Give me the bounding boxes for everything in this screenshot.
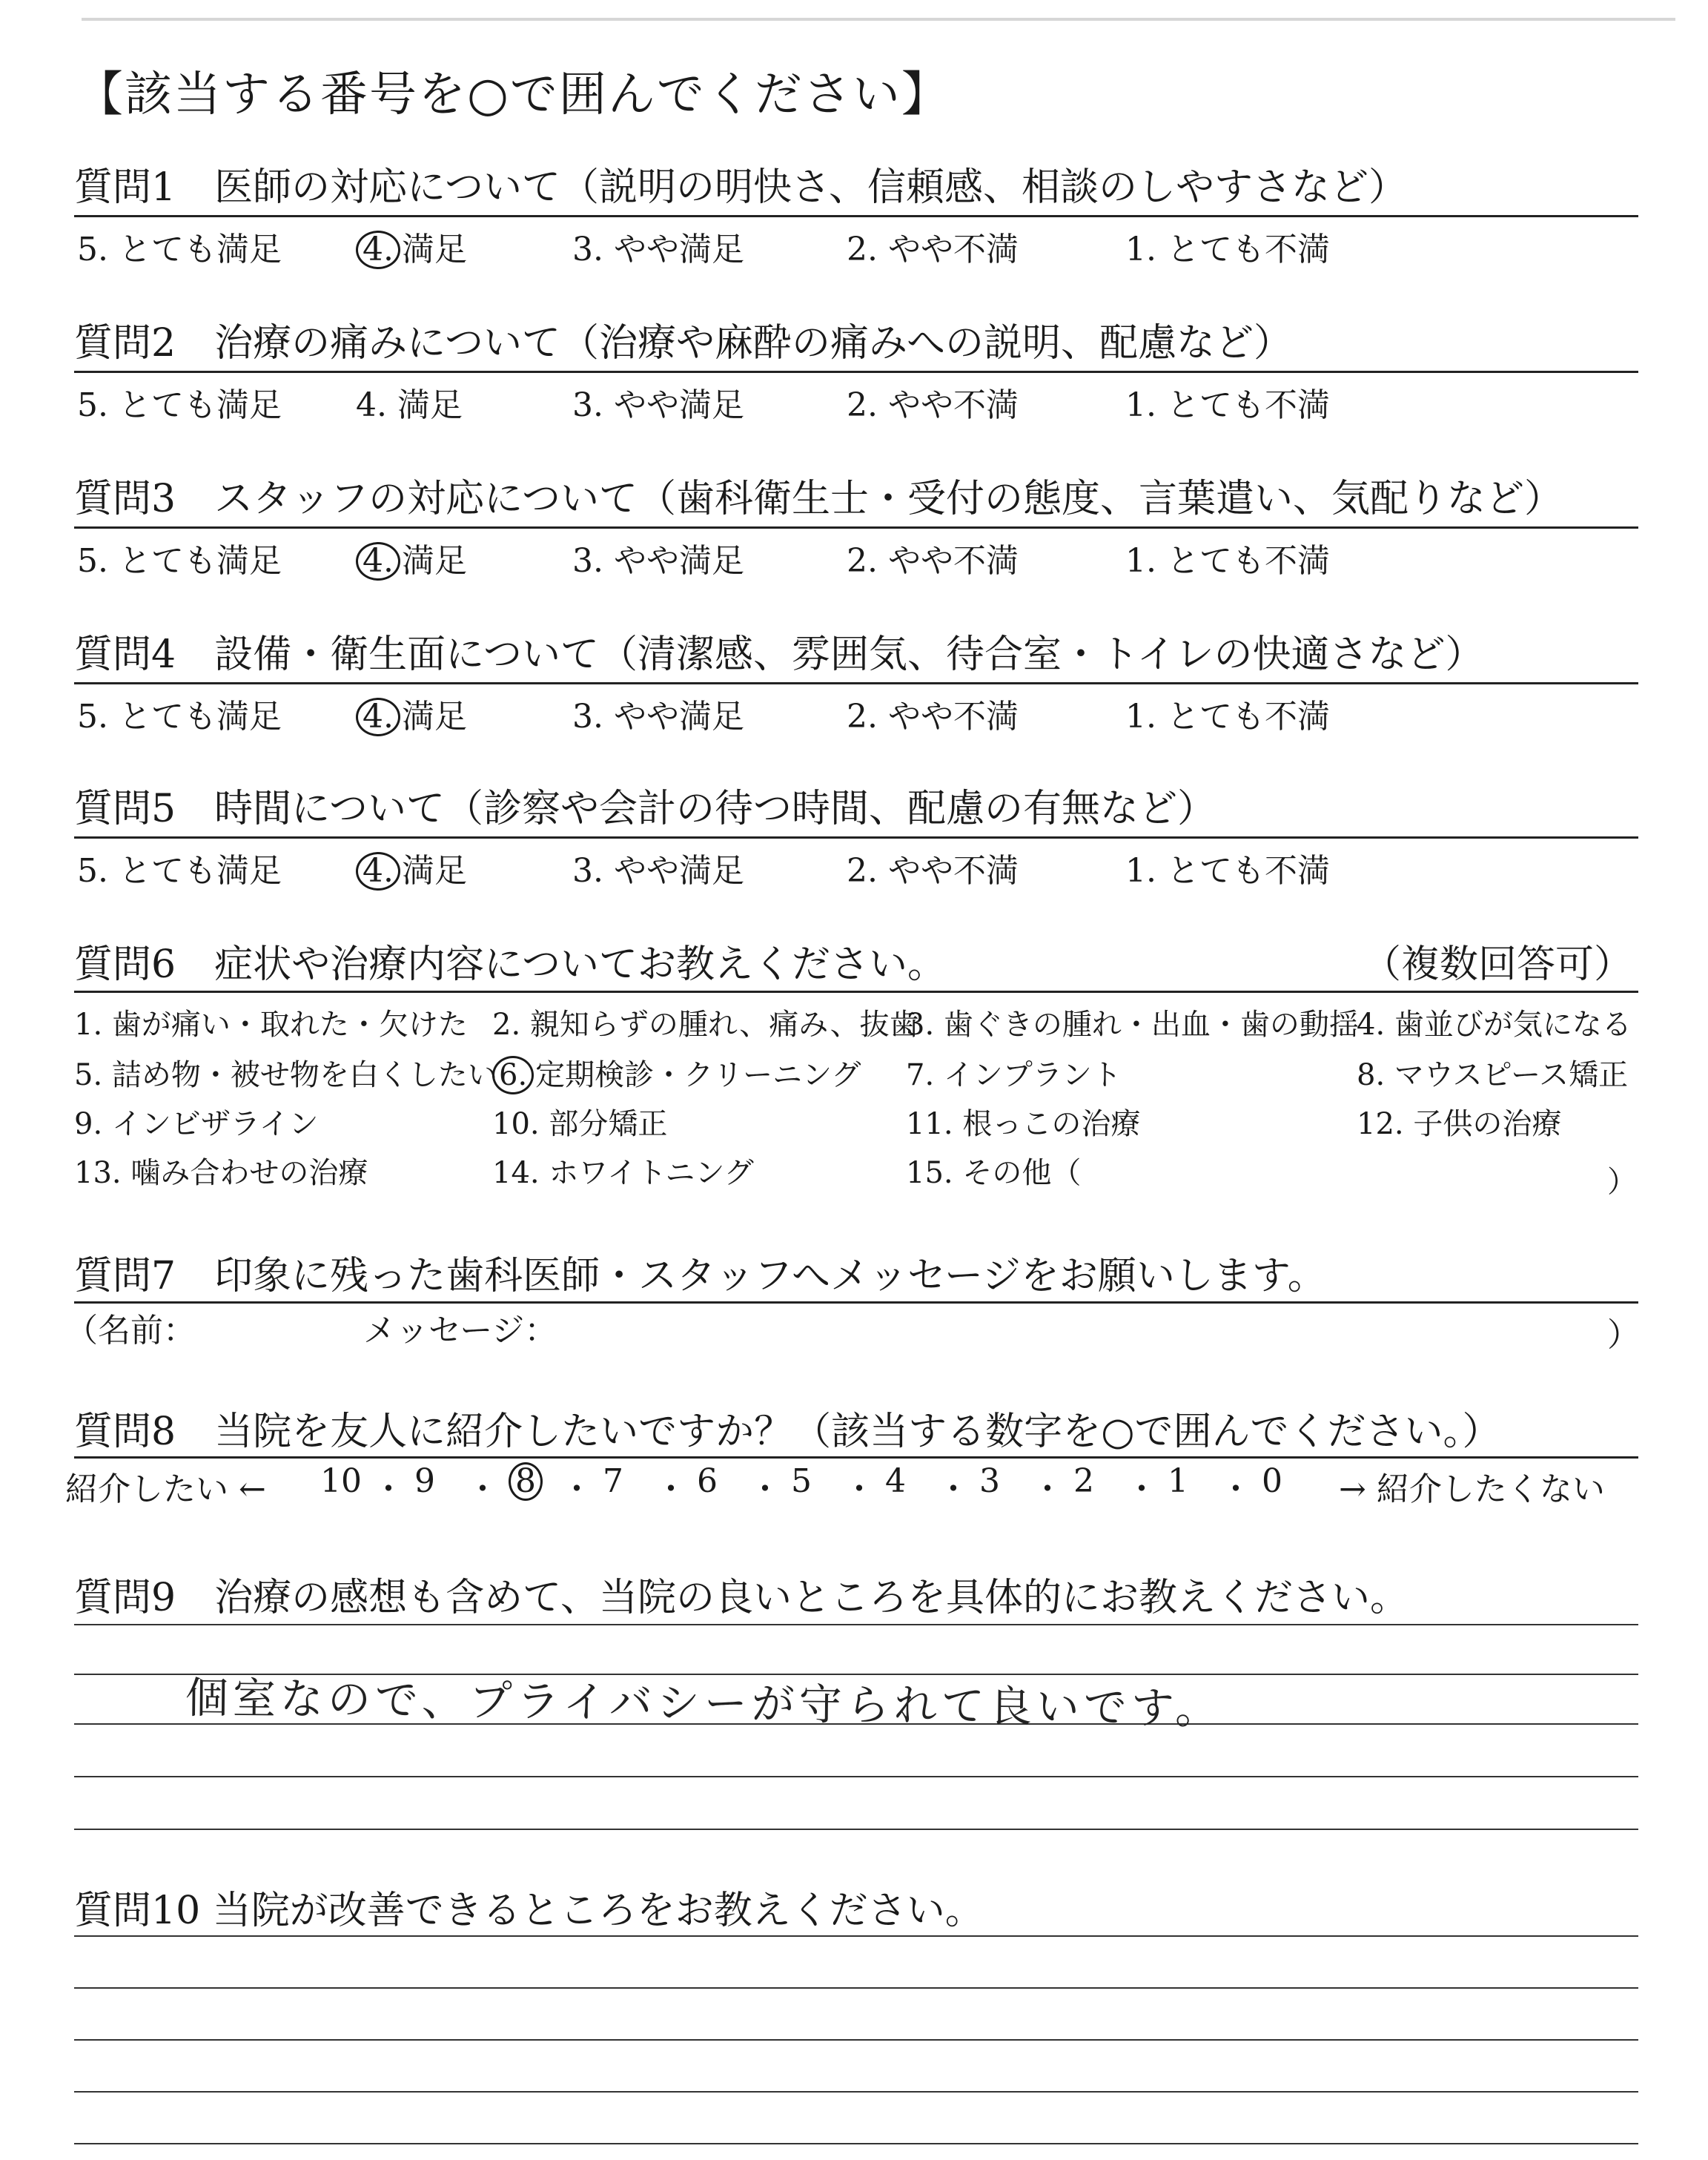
- q3-rule: [74, 526, 1638, 529]
- q1-option-4: [356, 222, 467, 270]
- q6-option-8: 8. マウスピース矯正: [1357, 1058, 1629, 1092]
- q5-title: 質問5 時間について（診察や会計の待つ時間、配慮の有無など）: [74, 787, 1217, 831]
- q5-option-5: 5. とても満足: [77, 852, 282, 890]
- q8-separator-dot: ・: [560, 1470, 593, 1508]
- q3-option-3: 3. やや満足: [572, 542, 744, 580]
- selection-circle: 4.: [356, 852, 400, 891]
- q1-option-5: 5. とても満足: [77, 231, 282, 268]
- q8-number-0: 0: [1262, 1462, 1282, 1500]
- q8-number-2: 2: [1073, 1462, 1094, 1500]
- q1-option-3: 3. やや満足: [572, 231, 744, 268]
- q1-option-2: 2. やや不満: [847, 231, 1019, 268]
- q6-note: （複数回答可）: [1363, 942, 1633, 987]
- q10-title: 質問10 当院が改善できるところをお教えください。: [74, 1889, 984, 1933]
- q7-title: 質問7 印象に残った歯科医師・スタッフへメッセージをお願いします。: [74, 1254, 1326, 1298]
- q1-option-1: 1. とても不満: [1125, 231, 1330, 268]
- q6-option-9: 9. インビザライン: [74, 1107, 319, 1141]
- instruction-header: 【該当する番号を○で囲んでください】: [76, 67, 950, 122]
- selection-circle: 4.: [356, 698, 400, 736]
- option-label: 定期検診・クリーニング: [535, 1058, 861, 1092]
- q7-close-paren: ）: [1607, 1316, 1640, 1354]
- q10-line-4: [74, 2091, 1638, 2093]
- q8-number-9: 9: [414, 1462, 435, 1500]
- q4-option-1: 1. とても不満: [1125, 698, 1330, 736]
- q2-option-1: 1. とても不満: [1125, 386, 1330, 424]
- q8-number-3: 3: [979, 1462, 1000, 1500]
- q1-rule: [74, 215, 1638, 217]
- q8-number-5: 5: [791, 1462, 812, 1500]
- q7-message-label: メッセージ：: [363, 1312, 557, 1350]
- q3-option-4: [356, 534, 467, 581]
- q6-option-2: 2. 親知らずの腫れ、痛み、抜歯: [492, 1008, 919, 1042]
- q6-option-12: 12. 子供の治療: [1357, 1107, 1562, 1141]
- q5-option-4: [356, 844, 467, 891]
- q8-separator-dot: ・: [372, 1470, 405, 1508]
- q2-title: 質問2 治療の痛みについて（治療や麻酔の痛みへの説明、配慮など）: [74, 321, 1293, 366]
- q4-option-2: 2. やや不満: [847, 698, 1019, 736]
- q1-title: 質問1 医師の対応について（説明の明快さ、信頼感、相談のしやすさなど）: [74, 165, 1407, 210]
- q2-option-5: 5. とても満足: [77, 386, 282, 424]
- q10-line-2: [74, 1987, 1638, 1989]
- q3-title: 質問3 スタッフの対応について（歯科衛生士・受付の態度、言葉遣い、気配りなど）: [74, 477, 1563, 521]
- selection-circle: 4.: [356, 542, 400, 581]
- q8-number-6: 6: [697, 1462, 718, 1500]
- q6-close-paren: ）: [1607, 1165, 1637, 1199]
- q4-title: 質問4 設備・衛生面について（清潔感、雰囲気、待合室・トイレの快適さなど）: [74, 633, 1484, 677]
- q4-rule: [74, 682, 1638, 684]
- q6-option-7: 7. インプラント: [906, 1058, 1122, 1092]
- q5-option-2: 2. やや不満: [847, 852, 1019, 890]
- q8-number-7: 7: [603, 1462, 623, 1500]
- q10-line-5: [74, 2143, 1638, 2144]
- q6-option-15: 15. その他（: [906, 1156, 1082, 1190]
- q6-rule: [74, 991, 1638, 993]
- q6-option-4: 4. 歯並びが気になる: [1357, 1008, 1632, 1042]
- q7-name-label: （名前：: [65, 1312, 196, 1350]
- q10-line-3: [74, 2039, 1638, 2041]
- q3-option-1: 1. とても不満: [1125, 542, 1330, 580]
- q2-rule: [74, 371, 1638, 373]
- q6-option-10: 10. 部分矯正: [492, 1107, 668, 1141]
- q8-rule: [74, 1456, 1638, 1459]
- q9-title: 質問9 治療の感想も含めて、当院の良いところを具体的にお教えください。: [74, 1576, 1409, 1620]
- q9-handwritten-answer: 個室なので、プライバシーが守られて良いです。: [185, 1672, 1223, 1734]
- q6-option-3: 3. 歯ぐきの腫れ・出血・歯の動揺: [906, 1008, 1359, 1042]
- q6-option-14: 14. ホワイトニング: [492, 1156, 754, 1190]
- selection-circle: 8: [509, 1462, 543, 1501]
- q5-option-3: 3. やや満足: [572, 852, 744, 890]
- q8-separator-dot: ・: [1125, 1470, 1158, 1508]
- q6-option-6: [492, 1051, 861, 1094]
- q8-number-8: [509, 1462, 544, 1501]
- q9-line-4: [74, 1776, 1638, 1777]
- q6-option-5: 5. 詰め物・被せ物を白くしたい: [74, 1058, 497, 1092]
- q4-option-5: 5. とても満足: [77, 698, 282, 736]
- q5-option-1: 1. とても不満: [1125, 852, 1330, 890]
- q8-number-10: 10: [320, 1462, 362, 1500]
- q8-separator-dot: ・: [466, 1470, 499, 1508]
- option-label: 満足: [401, 231, 467, 268]
- q7-rule: [74, 1301, 1638, 1304]
- q6-option-13: 13. 噛み合わせの治療: [74, 1156, 368, 1190]
- q6-title: 質問6 症状や治療内容についてお教えください。: [74, 942, 947, 987]
- q9-line-1: [74, 1624, 1638, 1625]
- option-label: 満足: [401, 542, 467, 580]
- q8-number-4: 4: [885, 1462, 906, 1500]
- q6-option-1: 1. 歯が痛い・取れた・欠けた: [74, 1008, 468, 1042]
- q8-title: 質問8 当院を友人に紹介したいですか？（該当する数字を○で囲んでください。）: [74, 1410, 1501, 1454]
- q10-line-1: [74, 1935, 1638, 1937]
- top-rule: [82, 18, 1675, 21]
- q8-right-label: → 紹介したくない: [1339, 1470, 1605, 1508]
- selection-circle: 6.: [492, 1056, 534, 1094]
- q8-number-1: 1: [1168, 1462, 1188, 1500]
- q2-option-4: 4. 満足: [356, 386, 463, 424]
- q9-line-5: [74, 1829, 1638, 1830]
- q4-option-3: 3. やや満足: [572, 698, 744, 736]
- selection-circle: 4.: [356, 231, 400, 269]
- q8-separator-dot: ・: [1219, 1470, 1252, 1508]
- q3-option-2: 2. やや不満: [847, 542, 1019, 580]
- q3-option-5: 5. とても満足: [77, 542, 282, 580]
- q2-option-3: 3. やや満足: [572, 386, 744, 424]
- q8-separator-dot: ・: [1031, 1470, 1064, 1508]
- q5-rule: [74, 836, 1638, 839]
- q8-separator-dot: ・: [749, 1470, 781, 1508]
- option-label: 満足: [401, 852, 467, 890]
- q8-separator-dot: ・: [655, 1470, 687, 1508]
- q6-option-11: 11. 根っこの治療: [906, 1107, 1141, 1141]
- option-label: 満足: [401, 698, 467, 736]
- q4-option-4: [356, 690, 467, 737]
- q8-separator-dot: ・: [937, 1470, 970, 1508]
- q2-option-2: 2. やや不満: [847, 386, 1019, 424]
- q8-separator-dot: ・: [843, 1470, 875, 1508]
- q8-left-label: 紹介したい ←: [65, 1470, 266, 1508]
